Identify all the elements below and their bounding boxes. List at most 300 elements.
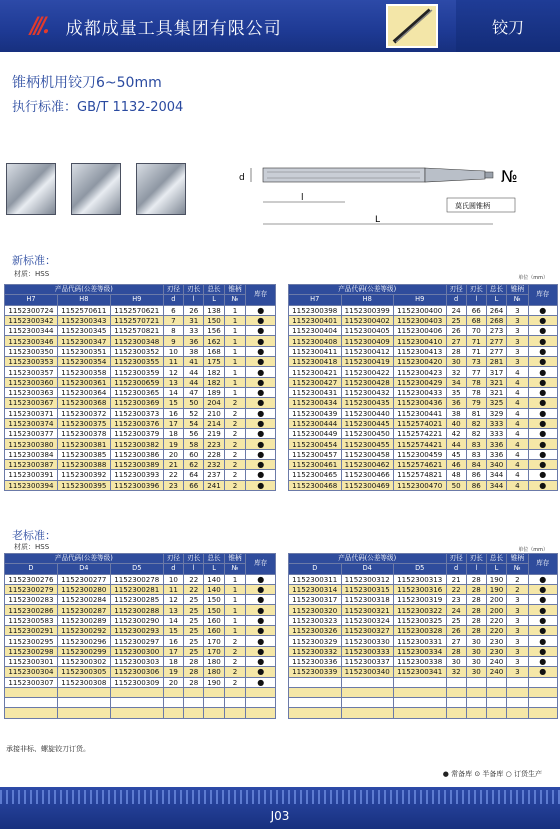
- table-cell: 1152300337: [341, 656, 394, 666]
- table-cell: 1152300290: [110, 615, 163, 625]
- table-cell: 1152300393: [110, 470, 163, 480]
- table-cell: 1: [224, 346, 246, 356]
- table-cell: 1152300297: [110, 636, 163, 646]
- table-cell: 28: [446, 646, 466, 656]
- table-cell: 1152300392: [57, 470, 110, 480]
- table-cell: 20: [163, 449, 183, 459]
- table-row: [289, 605, 558, 615]
- header-cell: 刃径: [446, 554, 466, 564]
- table-cell: 268: [486, 315, 506, 325]
- table-cell: 3: [507, 667, 529, 677]
- table-cell: 1152574621: [394, 460, 447, 470]
- table-row: [289, 377, 558, 387]
- header-cell: 产品代码(公差等级): [289, 554, 447, 564]
- table-cell: 241: [204, 480, 224, 490]
- stock-cell: ●: [246, 418, 276, 428]
- table-cell: 31: [184, 315, 204, 325]
- table-cell: 1152300351: [57, 346, 110, 356]
- table-cell: 1152574021: [394, 418, 447, 428]
- stock-cell: ●: [246, 656, 276, 666]
- table-cell: [57, 687, 110, 697]
- table-cell: 1152300345: [57, 326, 110, 336]
- table-cell: 1152300436: [394, 398, 447, 408]
- table-cell: 1152300344: [5, 326, 58, 336]
- table-cell: 1152300419: [341, 357, 394, 367]
- header-cell: №: [224, 564, 246, 574]
- table-cell: 1152300375: [57, 418, 110, 428]
- table-row: [5, 656, 276, 666]
- table-cell: 1152300431: [289, 387, 342, 397]
- table-cell: 1152300368: [57, 398, 110, 408]
- table-cell: 1152300421: [289, 367, 342, 377]
- table-cell: 237: [204, 470, 224, 480]
- table-cell: 1: [224, 357, 246, 367]
- table-cell: 1152300313: [394, 574, 447, 584]
- header-cell: H7: [289, 295, 342, 305]
- table-cell: 1152300330: [341, 636, 394, 646]
- table-cell: 1152300365: [110, 387, 163, 397]
- table-cell: 22: [163, 470, 183, 480]
- header-cell: 锥柄: [507, 285, 529, 295]
- header-cell: D4: [341, 564, 394, 574]
- table-cell: 2: [224, 429, 246, 439]
- table-cell: 1152300283: [5, 595, 58, 605]
- table-row: [5, 626, 276, 636]
- table-cell: 4: [507, 439, 529, 449]
- stock-cell: ●: [246, 636, 276, 646]
- table-cell: 4: [507, 460, 529, 470]
- table-cell: 3: [507, 626, 529, 636]
- table-cell: 1152300287: [57, 605, 110, 615]
- table-cell: 3: [507, 646, 529, 656]
- table-row: [289, 357, 558, 367]
- table-cell: 1152300322: [394, 605, 447, 615]
- header-cell: l: [184, 295, 204, 305]
- table-cell: 1152300724: [5, 305, 58, 315]
- table-cell: 22: [184, 574, 204, 584]
- table-cell: 230: [486, 636, 506, 646]
- stock-cell: ●: [246, 377, 276, 387]
- table-cell: 321: [486, 377, 506, 387]
- table-cell: 15: [163, 626, 183, 636]
- table-row: [289, 656, 558, 666]
- table-cell: 344: [486, 480, 506, 490]
- old-standard-title: 老标准：: [12, 529, 56, 542]
- table-cell: [184, 708, 204, 718]
- header-cell: l: [466, 564, 486, 574]
- table-cell: [163, 698, 183, 708]
- stock-cell: ●: [246, 429, 276, 439]
- table-row: [289, 626, 558, 636]
- stock-cell: ●: [528, 326, 557, 336]
- table-cell: 81: [466, 408, 486, 418]
- table-cell: 1152300455: [341, 439, 394, 449]
- stock-cell: ●: [246, 346, 276, 356]
- stock-cell: [528, 677, 557, 687]
- stock-cell: [246, 708, 276, 718]
- header-cell: 总长: [486, 554, 506, 564]
- table-cell: 1152300331: [394, 636, 447, 646]
- table-row: [289, 708, 558, 718]
- table-cell: 21: [163, 460, 183, 470]
- header-cell: №: [224, 295, 246, 305]
- table-cell: 1152300281: [110, 584, 163, 594]
- table-cell: 12: [163, 367, 183, 377]
- table-row: [289, 595, 558, 605]
- footnote: 承接非标、螺旋铰刀订货。: [6, 745, 90, 753]
- stock-cell: ●: [246, 315, 276, 325]
- table-cell: 11: [163, 357, 183, 367]
- table-cell: 1152300376: [110, 418, 163, 428]
- table-cell: 1152300343: [57, 315, 110, 325]
- stock-cell: ●: [528, 646, 557, 656]
- table-cell: [486, 698, 506, 708]
- table-row: [5, 449, 276, 459]
- table-cell: 1152300385: [57, 449, 110, 459]
- table-row: [289, 646, 558, 656]
- table-row: [5, 439, 276, 449]
- stock-cell: ●: [528, 626, 557, 636]
- table-row: [289, 429, 558, 439]
- table-row: [5, 326, 276, 336]
- table-cell: 273: [486, 326, 506, 336]
- stock-cell: ●: [246, 460, 276, 470]
- header-cell: №: [507, 295, 529, 305]
- stock-cell: ●: [246, 574, 276, 584]
- table-cell: 1152300377: [5, 429, 58, 439]
- table-cell: 1152570821: [110, 326, 163, 336]
- table-row: [289, 677, 558, 687]
- stock-cell: ●: [528, 605, 557, 615]
- table-row: [5, 460, 276, 470]
- table-cell: 1: [224, 387, 246, 397]
- table-cell: 17: [163, 418, 183, 428]
- table-cell: 1: [224, 626, 246, 636]
- table-cell: 160: [204, 615, 224, 625]
- table-cell: [184, 687, 204, 697]
- dim-d: d: [239, 173, 245, 183]
- table-cell: 1152300422: [341, 367, 394, 377]
- table-row: [5, 615, 276, 625]
- stock-cell: ●: [246, 305, 276, 315]
- table-cell: 1: [224, 336, 246, 346]
- table-cell: [163, 708, 183, 718]
- table-cell: 40: [446, 418, 466, 428]
- table-cell: 1: [224, 367, 246, 377]
- table-row: [5, 605, 276, 615]
- table-cell: 2: [507, 584, 529, 594]
- table-cell: 22: [446, 584, 466, 594]
- table-cell: 19: [163, 667, 183, 677]
- stock-cell: ●: [246, 605, 276, 615]
- table-cell: 329: [486, 408, 506, 418]
- header-cell: 产品代码(公差等级): [5, 554, 164, 564]
- table-cell: 10: [163, 346, 183, 356]
- table-cell: 34: [446, 377, 466, 387]
- stock-cell: ●: [528, 460, 557, 470]
- table-cell: [163, 687, 183, 697]
- table-cell: 1152300432: [341, 387, 394, 397]
- header-cell: 锥柄: [224, 554, 246, 564]
- table-cell: [224, 708, 246, 718]
- table-row: [5, 470, 276, 480]
- table-cell: 28: [466, 574, 486, 584]
- new-unit: 单位（mm）: [518, 275, 548, 281]
- table-cell: 73: [466, 357, 486, 367]
- table-cell: 1152300408: [289, 336, 342, 346]
- stock-cell: ●: [528, 615, 557, 625]
- header-cell: 刃长: [184, 554, 204, 564]
- stock-cell: ●: [246, 584, 276, 594]
- table-cell: 1152300450: [341, 429, 394, 439]
- table-cell: 83: [466, 439, 486, 449]
- table-row: [289, 449, 558, 459]
- table-cell: 1152300306: [110, 667, 163, 677]
- table-cell: 77: [466, 367, 486, 377]
- table-cell: 24: [446, 305, 466, 315]
- table-cell: [394, 708, 447, 718]
- table-cell: 11: [163, 584, 183, 594]
- table-cell: 1152300302: [57, 656, 110, 666]
- new-table-left: [4, 284, 276, 491]
- table-cell: 21: [446, 574, 466, 584]
- stock-cell: ●: [528, 480, 557, 490]
- table-cell: 1152300318: [341, 595, 394, 605]
- table-cell: 44: [184, 377, 204, 387]
- table-cell: 281: [486, 357, 506, 367]
- table-row: [289, 387, 558, 397]
- stock-cell: [528, 708, 557, 718]
- header-cell: 产品代码(公差等级): [5, 285, 164, 295]
- header-cell: 总长: [486, 285, 506, 295]
- table-cell: 2: [224, 656, 246, 666]
- table-cell: 1152300352: [110, 346, 163, 356]
- table-cell: 62: [184, 460, 204, 470]
- table-cell: 240: [486, 667, 506, 677]
- stock-cell: [528, 698, 557, 708]
- table-cell: 26: [446, 326, 466, 336]
- table-cell: 26: [184, 305, 204, 315]
- table-cell: 1152300402: [341, 315, 394, 325]
- table-cell: 36: [184, 336, 204, 346]
- stock-cell: ●: [246, 326, 276, 336]
- table-cell: 2: [224, 470, 246, 480]
- header-cell: H8: [57, 295, 110, 305]
- table-row: [5, 336, 276, 346]
- table-cell: 1152300428: [341, 377, 394, 387]
- table-cell: 30: [466, 646, 486, 656]
- table-cell: 1152300427: [289, 377, 342, 387]
- morse-no: №: [501, 167, 518, 186]
- table-cell: [486, 687, 506, 697]
- table-cell: 1152300379: [110, 429, 163, 439]
- table-cell: 1152300445: [341, 418, 394, 428]
- table-cell: 1152300339: [289, 667, 342, 677]
- dim-L: L: [375, 215, 381, 225]
- reamer-thumbnail-icon: [386, 4, 438, 48]
- table-cell: 30: [466, 656, 486, 666]
- table-cell: 1152300381: [57, 439, 110, 449]
- table-cell: 19: [163, 439, 183, 449]
- table-row: [289, 460, 558, 470]
- table-cell: [486, 708, 506, 718]
- table-cell: 3: [507, 346, 529, 356]
- table-cell: 230: [486, 646, 506, 656]
- table-cell: [289, 687, 342, 697]
- table-row: [5, 315, 276, 325]
- table-cell: 1152574421: [394, 439, 447, 449]
- table-cell: [341, 687, 394, 697]
- table-cell: 18: [163, 429, 183, 439]
- table-cell: 4: [507, 470, 529, 480]
- table-cell: 1152300308: [57, 677, 110, 687]
- table-cell: 83: [466, 449, 486, 459]
- table-cell: 170: [204, 636, 224, 646]
- table-row: [289, 667, 558, 677]
- table-cell: 180: [204, 656, 224, 666]
- table-cell: 1152300291: [5, 626, 58, 636]
- table-cell: 2: [507, 574, 529, 584]
- table-cell: 336: [486, 439, 506, 449]
- table-cell: [394, 698, 447, 708]
- table-cell: 1152574221: [394, 429, 447, 439]
- table-cell: 25: [184, 626, 204, 636]
- table-cell: 204: [204, 398, 224, 408]
- table-cell: 14: [163, 615, 183, 625]
- stock-cell: ●: [246, 646, 276, 656]
- table-cell: 1152300307: [5, 677, 58, 687]
- table-cell: 1152300396: [110, 480, 163, 490]
- table-cell: 56: [184, 429, 204, 439]
- table-cell: 156: [204, 326, 224, 336]
- table-cell: 70: [466, 326, 486, 336]
- table-cell: 138: [204, 305, 224, 315]
- table-cell: 2: [224, 398, 246, 408]
- table-cell: 1152300355: [110, 357, 163, 367]
- header-cell: L: [204, 295, 224, 305]
- table-row: [5, 377, 276, 387]
- table-cell: 1152300384: [5, 449, 58, 459]
- table-cell: 1152300363: [5, 387, 58, 397]
- table-cell: 150: [204, 605, 224, 615]
- table-cell: 46: [446, 460, 466, 470]
- table-cell: 1152300342: [5, 315, 58, 325]
- table-row: [289, 398, 558, 408]
- table-cell: 1152300276: [5, 574, 58, 584]
- table-cell: 333: [486, 429, 506, 439]
- header-cell: 库存: [528, 285, 557, 306]
- table-cell: [507, 698, 529, 708]
- table-cell: 336: [486, 449, 506, 459]
- table-cell: [394, 687, 447, 697]
- table-cell: 168: [204, 346, 224, 356]
- table-row: [289, 687, 558, 697]
- table-cell: 1152300458: [341, 449, 394, 459]
- table-cell: 25: [184, 615, 204, 625]
- table-cell: 25: [446, 615, 466, 625]
- table-row: [289, 698, 558, 708]
- table-cell: [110, 687, 163, 697]
- table-cell: 1152300316: [394, 584, 447, 594]
- table-cell: 28: [466, 584, 486, 594]
- table-row: [289, 418, 558, 428]
- table-cell: 1152300439: [289, 408, 342, 418]
- stock-cell: ●: [528, 656, 557, 666]
- table-cell: 71: [466, 336, 486, 346]
- company-name: 成都成量工具集团有限公司: [65, 18, 282, 39]
- standard-label: 执行标准：GB/T 1132-2004: [12, 100, 184, 115]
- table-cell: 1152300292: [57, 626, 110, 636]
- header-cell: D: [5, 564, 58, 574]
- table-cell: 47: [184, 387, 204, 397]
- table-cell: 4: [507, 387, 529, 397]
- table-cell: 3: [507, 615, 529, 625]
- table-cell: 1152300298: [5, 646, 58, 656]
- table-cell: [507, 708, 529, 718]
- table-cell: 4: [507, 398, 529, 408]
- table-cell: 1152300311: [289, 574, 342, 584]
- table-cell: 25: [446, 315, 466, 325]
- stock-cell: ●: [528, 429, 557, 439]
- header-cell: d: [446, 295, 466, 305]
- table-cell: 4: [507, 449, 529, 459]
- stock-cell: [528, 687, 557, 697]
- stock-cell: ●: [528, 305, 557, 315]
- table-cell: 340: [486, 460, 506, 470]
- table-cell: 214: [204, 418, 224, 428]
- table-cell: 1152300398: [289, 305, 342, 315]
- stock-cell: ●: [246, 595, 276, 605]
- table-cell: 1152300378: [57, 429, 110, 439]
- table-cell: 1152300334: [394, 646, 447, 656]
- table-cell: 1152300367: [5, 398, 58, 408]
- table-row: [5, 667, 276, 677]
- new-standard-title: 新标准：: [12, 254, 56, 267]
- table-cell: [466, 687, 486, 697]
- table-cell: 200: [486, 595, 506, 605]
- table-row: [5, 387, 276, 397]
- table-row: [289, 326, 558, 336]
- table-cell: 1152300386: [110, 449, 163, 459]
- table-cell: 1152570621: [110, 305, 163, 315]
- table-cell: 1152300288: [110, 605, 163, 615]
- table-cell: 1152300284: [57, 595, 110, 605]
- table-cell: 2: [224, 636, 246, 646]
- table-cell: 36: [446, 398, 466, 408]
- table-cell: 1152300387: [5, 460, 58, 470]
- table-cell: 1152300347: [57, 336, 110, 346]
- table-cell: 45: [446, 449, 466, 459]
- table-cell: 1152300300: [110, 646, 163, 656]
- table-cell: 64: [184, 470, 204, 480]
- table-cell: 4: [507, 480, 529, 490]
- table-cell: 1152300280: [57, 584, 110, 594]
- table-cell: 1152300325: [394, 615, 447, 625]
- table-cell: 1152300353: [5, 357, 58, 367]
- table-cell: [507, 677, 529, 687]
- table-cell: 2: [224, 480, 246, 490]
- table-cell: 1152300404: [289, 326, 342, 336]
- table-row: [289, 574, 558, 584]
- table-row: [5, 595, 276, 605]
- table-row: [5, 636, 276, 646]
- table-row: [289, 636, 558, 646]
- table-cell: 1152300299: [57, 646, 110, 656]
- table-cell: 200: [486, 605, 506, 615]
- table-cell: 27: [446, 336, 466, 346]
- table-cell: 1152300319: [394, 595, 447, 605]
- table-cell: [289, 708, 342, 718]
